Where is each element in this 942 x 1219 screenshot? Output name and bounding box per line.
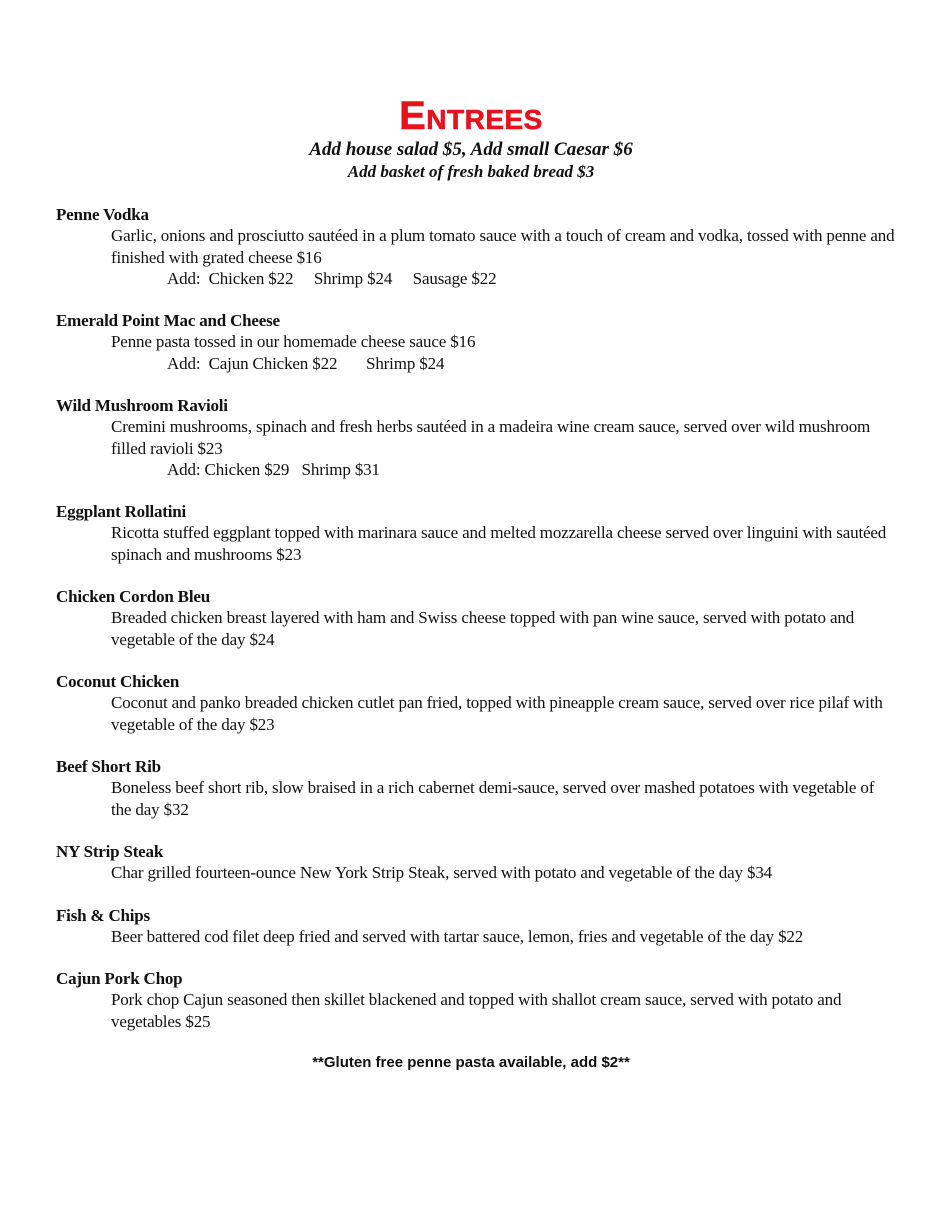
item-name: Eggplant Rollatini — [56, 502, 187, 521]
gluten-free-note: **Gluten free penne pasta available, add $2** — [312, 1054, 630, 1071]
menu-item-coconut-chicken — [56, 671, 896, 735]
subtitle-bread-addon: Add basket of fresh baked bread $3 — [347, 162, 595, 181]
menu-item-cajun-pork-chop — [56, 968, 896, 1032]
item-name: Penne Vodka — [56, 205, 149, 224]
item-name: Wild Mushroom Ravioli — [56, 396, 228, 415]
page-title: Entrees — [399, 94, 543, 138]
menu-item-penne-vodka — [56, 204, 896, 289]
item-name: NY Strip Steak — [56, 842, 164, 861]
menu-item-mac-and-cheese — [56, 310, 896, 374]
item-description: Coconut and panko breaded chicken cutlet pan fried, topped with pineapple cream sauce, served over rice pilaf with vegetable of the day $23 — [111, 693, 883, 734]
menu-item-chicken-cordon-bleu — [56, 586, 896, 650]
menu-item-beef-short-rib — [56, 756, 896, 820]
item-description: Breaded chicken breast layered with ham and Swiss cheese topped with pan wine sauce, served with potato and vegetable of the day $24 — [111, 608, 855, 649]
item-name: Chicken Cordon Bleu — [56, 587, 210, 606]
item-description: Char grilled fourteen-ounce New York Strip Steak, served with potato and vegetable of the day $34 — [111, 863, 773, 883]
item-add-ons: Add: Cajun Chicken $22 Shrimp $24 — [167, 353, 445, 373]
item-add-ons: Add: Chicken $22 Shrimp $24 Sausage $22 — [167, 268, 497, 288]
item-description: Pork chop Cajun seasoned then skillet blackened and topped with shallot cream sauce, served with potato and vegetables $25 — [111, 990, 842, 1031]
item-name: Coconut Chicken — [56, 672, 180, 691]
item-description: Ricotta stuffed eggplant topped with marinara sauce and melted mozzarella cheese served over linguini with sautéed spinach and mushrooms $23 — [111, 523, 887, 564]
item-description: Beer battered cod filet deep fried and served with tartar sauce, lemon, fries and vegetable of the day $22 — [111, 927, 804, 947]
item-name: Cajun Pork Chop — [56, 969, 183, 988]
item-name: Emerald Point Mac and Cheese — [56, 311, 280, 330]
subtitle-salad-addons: Add house salad $5, Add small Caesar $6 — [309, 139, 633, 160]
item-description: Penne pasta tossed in our homemade cheese sauce $16 — [111, 332, 476, 352]
item-add-ons: Add: Chicken $29 Shrimp $31 — [167, 459, 380, 479]
item-name: Fish & Chips — [56, 906, 150, 925]
menu-item-fish-and-chips — [56, 905, 896, 948]
menu-item-ny-strip-steak — [56, 841, 896, 884]
item-description: Garlic, onions and prosciutto sautéed in a plum tomato sauce with a touch of cream and vodka, tossed with penne and finished with grated cheese $16 — [111, 226, 895, 267]
menu-item-eggplant-rollatini — [56, 501, 896, 565]
item-name: Beef Short Rib — [56, 757, 161, 776]
item-description: Cremini mushrooms, spinach and fresh herbs sautéed in a madeira wine cream sauce, served over wild mushroom filled ravioli $23 — [111, 417, 871, 458]
menu-item-wild-mushroom-ravioli — [56, 395, 896, 480]
item-description: Boneless beef short rib, slow braised in a rich cabernet demi-sauce, served over mashed potatoes with vegetable of the day $32 — [111, 778, 875, 819]
